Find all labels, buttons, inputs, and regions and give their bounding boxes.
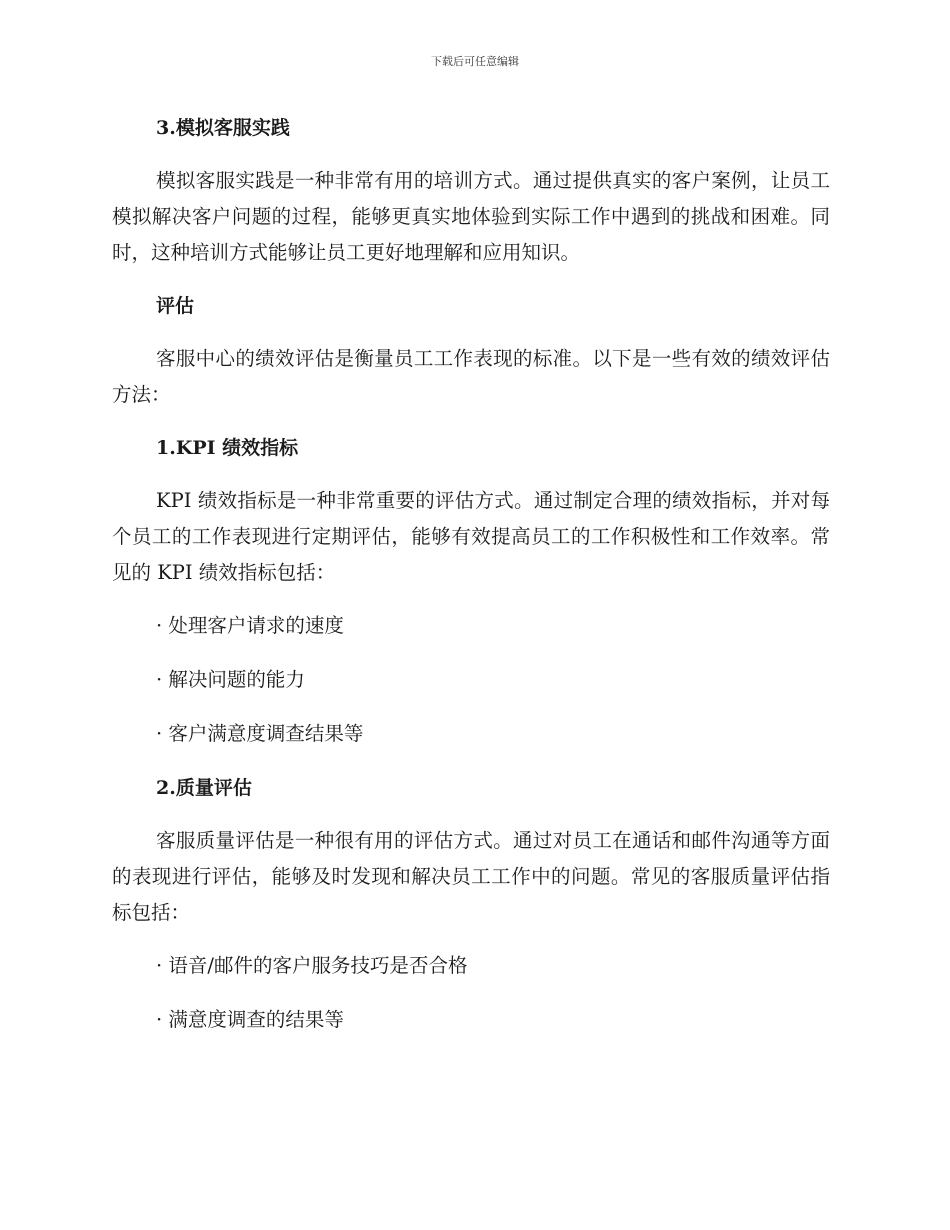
paragraph-evaluation-intro: 客服中心的绩效评估是衡量员工工作表现的标准。以下是一些有效的绩效评估方法： — [112, 347, 830, 406]
paragraph-kpi: KPI 绩效指标是一种非常重要的评估方式。通过制定合理的绩效指标，并对每个员工的工作表现进行定期评估，能够有效提高员工的工作积极性和工作效率。常见的 KPI 绩效指标包括： — [112, 489, 830, 584]
document-body — [112, 110, 830, 1056]
list-item: · 语音/邮件的客户服务技巧是否合格 — [156, 954, 468, 977]
section-heading-practice: 3.模拟客服实践 — [156, 117, 290, 139]
section-heading-evaluation: 评估 — [156, 295, 195, 317]
paragraph-quality: 客服质量评估是一种很有用的评估方式。通过对员工在通话和邮件沟通等方面的表现进行评估，能够及时发现和解决员工工作中的问题。常见的客服质量评估指标包括： — [112, 829, 830, 924]
list-item: · 满意度调查的结果等 — [156, 1008, 344, 1031]
list-item: · 客户满意度调查结果等 — [156, 722, 364, 745]
page-header: 下载后可任意编辑 — [431, 55, 519, 68]
list-item: · 解决问题的能力 — [156, 668, 305, 691]
section-heading-kpi: 1.KPI 绩效指标 — [156, 437, 299, 459]
paragraph-practice: 模拟客服实践是一种非常有用的培训方式。通过提供真实的客户案例，让员工模拟解决客户问题的过程，能够更真实地体验到实际工作中遇到的挑战和困难。同时，这种培训方式能够让员工更好地理解和应用知识。 — [112, 169, 830, 264]
section-heading-quality: 2.质量评估 — [156, 777, 252, 799]
list-item: · 处理客户请求的速度 — [156, 614, 344, 637]
